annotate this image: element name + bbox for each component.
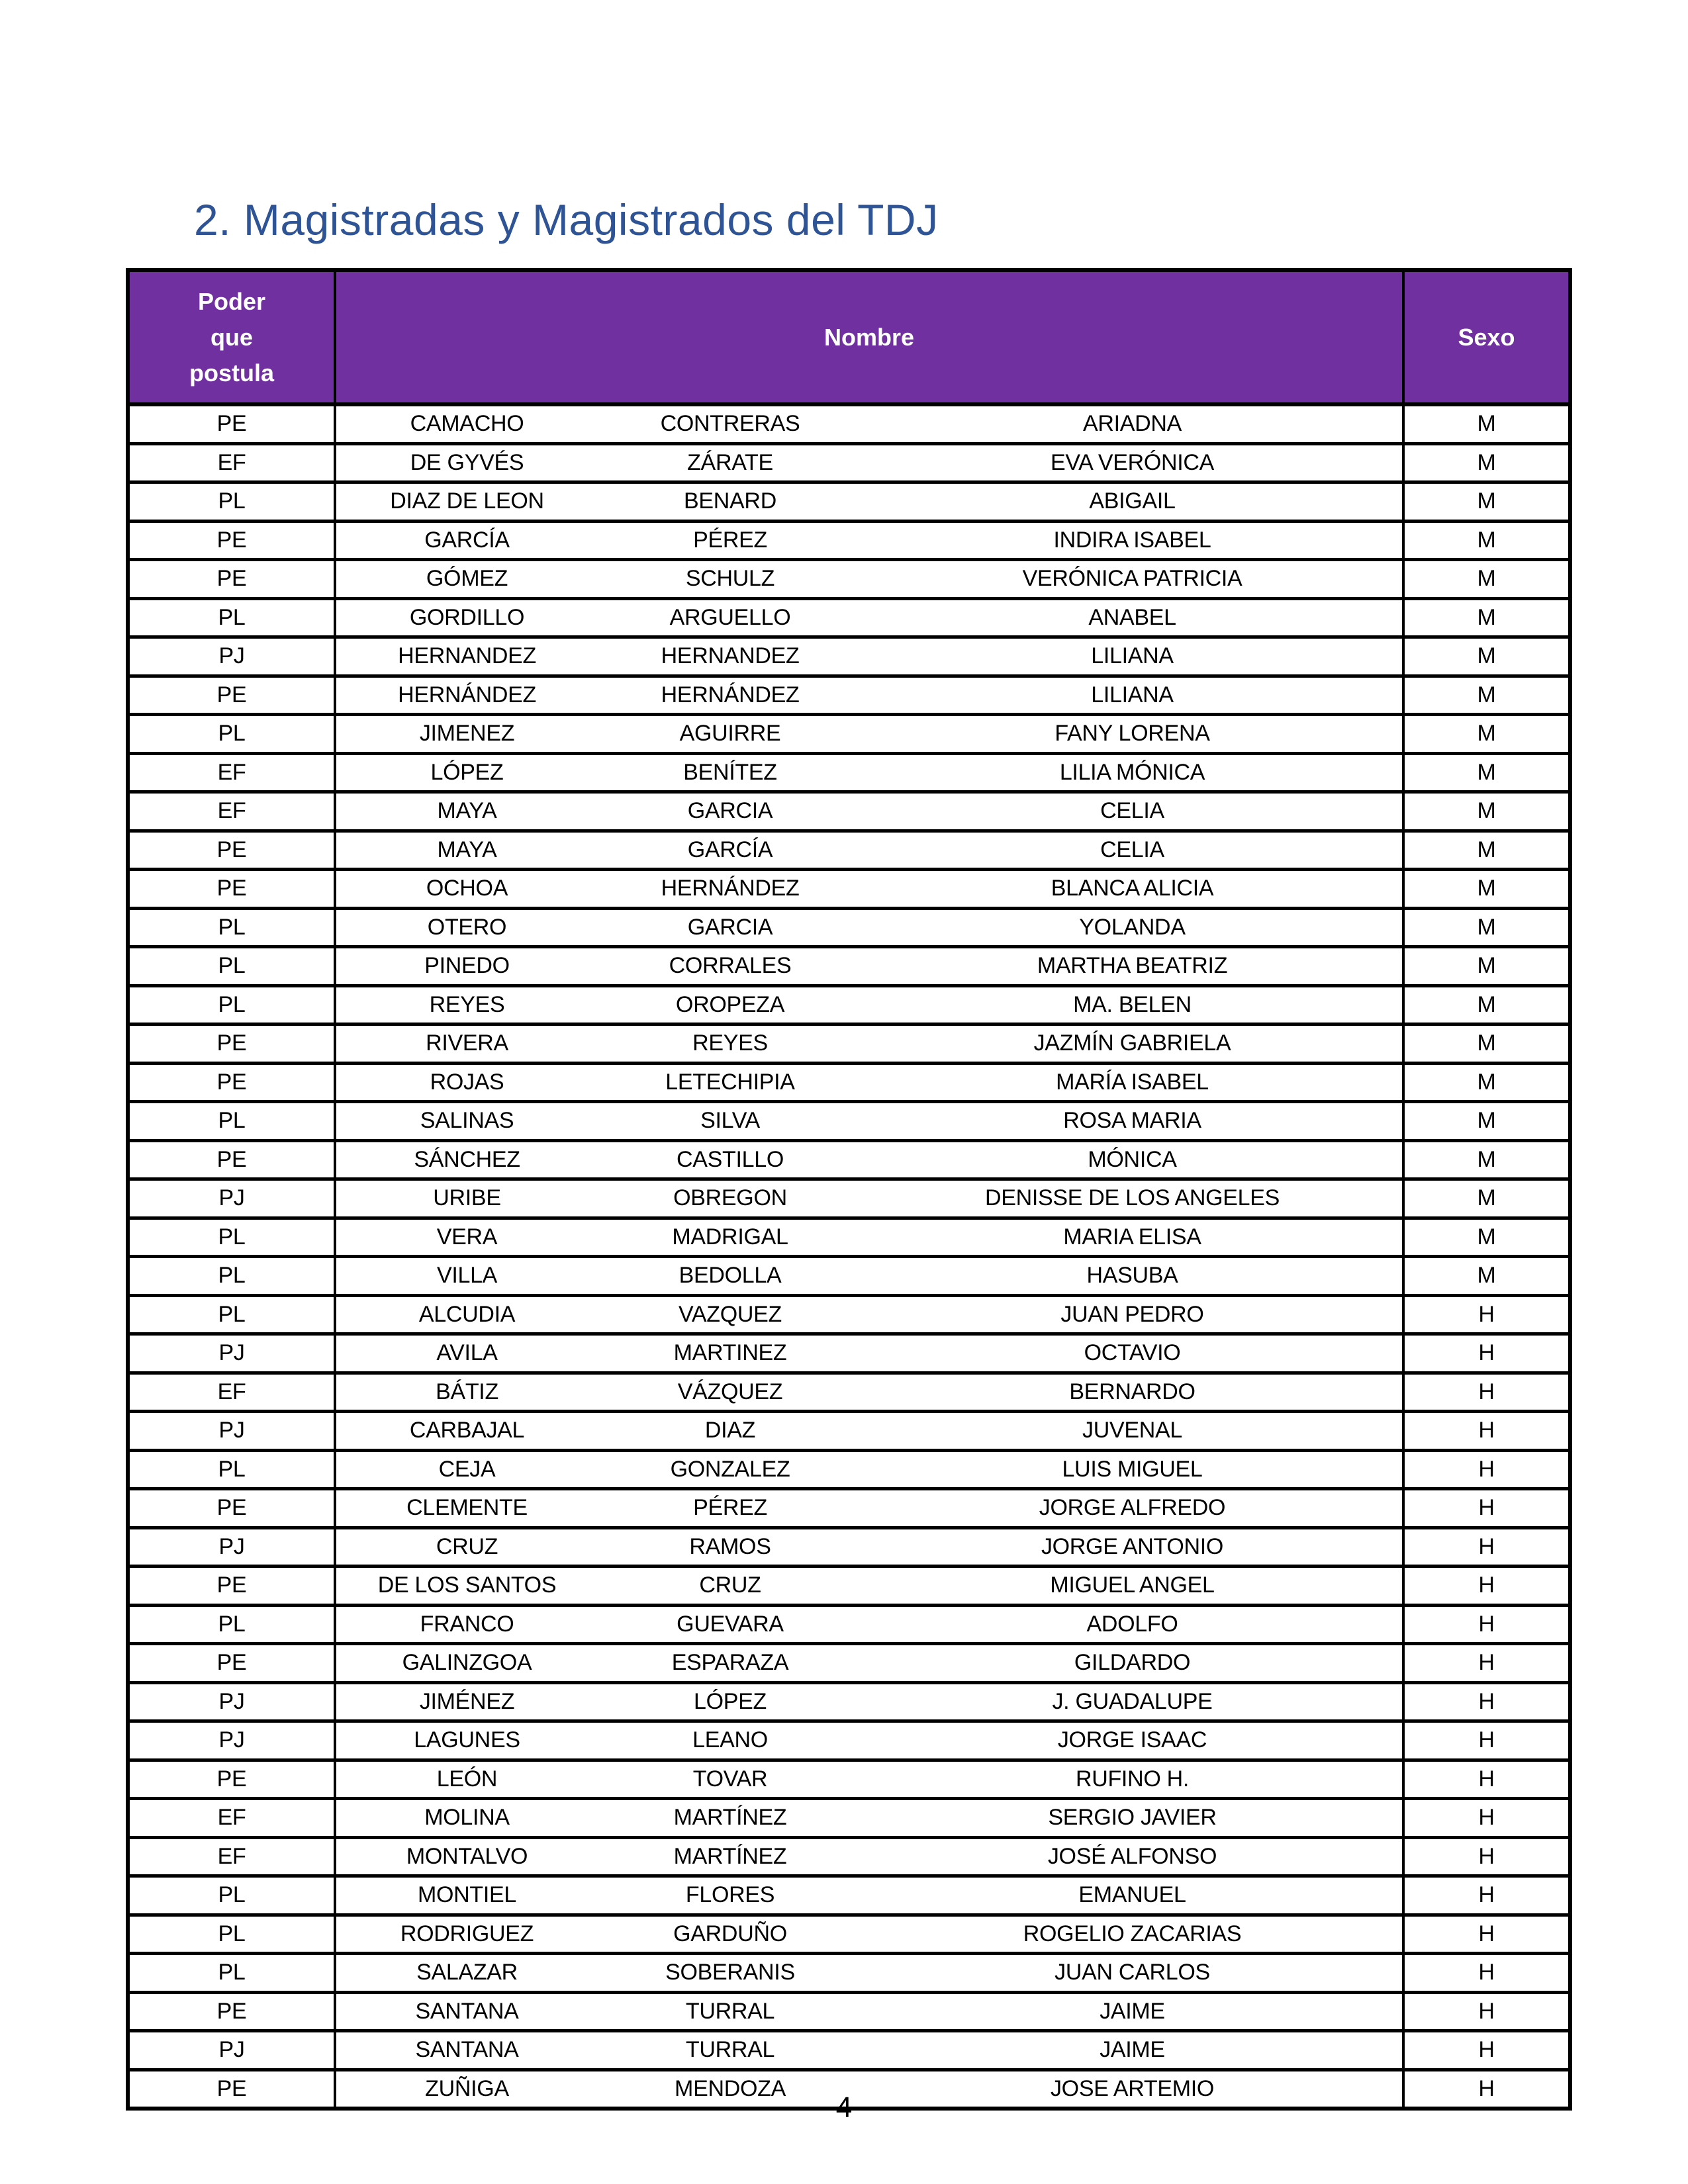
cell-poder-que-postula: PL	[128, 1605, 335, 1644]
cell-sexo: M	[1403, 1179, 1570, 1218]
cell-nombres: BLANCA ALICIA	[863, 870, 1403, 909]
cell-poder-que-postula: EF	[128, 443, 335, 482]
table-row	[128, 1373, 1570, 1412]
cell-nombres: VERÓNICA PATRICIA	[863, 560, 1403, 599]
cell-nombres: GILDARDO	[863, 1644, 1403, 1683]
cell-nombres: JAIME	[863, 2031, 1403, 2070]
cell-apellido-materno: BENÍTEZ	[598, 753, 863, 792]
cell-apellido-paterno: ALCUDIA	[335, 1295, 598, 1334]
cell-poder-que-postula: PJ	[128, 1721, 335, 1760]
cell-poder-que-postula: PL	[128, 482, 335, 522]
cell-apellido-materno: CRUZ	[598, 1567, 863, 1606]
cell-apellido-paterno: JIMÉNEZ	[335, 1682, 598, 1721]
cell-sexo: M	[1403, 1024, 1570, 1064]
cell-nombres: LILIANA	[863, 676, 1403, 715]
cell-nombres: EMANUEL	[863, 1876, 1403, 1915]
cell-apellido-paterno: CAMACHO	[335, 404, 598, 443]
cell-nombres: ANABEL	[863, 598, 1403, 637]
cell-nombres: ADOLFO	[863, 1605, 1403, 1644]
cell-sexo: H	[1403, 1915, 1570, 1954]
cell-poder-que-postula: EF	[128, 792, 335, 831]
cell-apellido-paterno: MAYA	[335, 792, 598, 831]
cell-apellido-materno: MARTÍNEZ	[598, 1799, 863, 1838]
cell-sexo: H	[1403, 1527, 1570, 1567]
cell-apellido-materno: ARGUELLO	[598, 598, 863, 637]
cell-poder-que-postula: PL	[128, 715, 335, 754]
table-row	[128, 482, 1570, 522]
cell-nombres: LILIA MÓNICA	[863, 753, 1403, 792]
cell-apellido-paterno: SANTANA	[335, 2031, 598, 2070]
cell-sexo: H	[1403, 1876, 1570, 1915]
cell-nombres: MARTHA BEATRIZ	[863, 947, 1403, 986]
cell-apellido-materno: PÉREZ	[598, 521, 863, 560]
cell-apellido-materno: HERNÁNDEZ	[598, 870, 863, 909]
cell-poder-que-postula: PL	[128, 1295, 335, 1334]
table-row	[128, 1605, 1570, 1644]
cell-apellido-materno: PÉREZ	[598, 1489, 863, 1528]
cell-apellido-materno: TURRAL	[598, 1992, 863, 2031]
cell-apellido-materno: LEANO	[598, 1721, 863, 1760]
cell-apellido-paterno: HERNÁNDEZ	[335, 676, 598, 715]
cell-apellido-materno: MARTINEZ	[598, 1334, 863, 1373]
table-row	[128, 1799, 1570, 1838]
table-row	[128, 404, 1570, 443]
cell-apellido-paterno: GORDILLO	[335, 598, 598, 637]
cell-apellido-materno: OROPEZA	[598, 985, 863, 1024]
cell-apellido-materno: DIAZ	[598, 1412, 863, 1451]
table-row	[128, 1334, 1570, 1373]
cell-sexo: M	[1403, 831, 1570, 870]
cell-poder-que-postula: PE	[128, 2070, 335, 2109]
cell-apellido-paterno: RIVERA	[335, 1024, 598, 1064]
table-row	[128, 831, 1570, 870]
cell-nombres: SERGIO JAVIER	[863, 1799, 1403, 1838]
table-row	[128, 598, 1570, 637]
cell-nombres: ROSA MARIA	[863, 1102, 1403, 1141]
cell-apellido-paterno: JIMENEZ	[335, 715, 598, 754]
cell-nombres: JUAN CARLOS	[863, 1954, 1403, 1993]
cell-apellido-materno: LETECHIPIA	[598, 1063, 863, 1102]
cell-apellido-materno: BENARD	[598, 482, 863, 522]
cell-apellido-materno: MENDOZA	[598, 2070, 863, 2109]
cell-apellido-paterno: CARBAJAL	[335, 1412, 598, 1451]
cell-sexo: M	[1403, 792, 1570, 831]
table-row	[128, 715, 1570, 754]
cell-sexo: M	[1403, 947, 1570, 986]
cell-nombres: FANY LORENA	[863, 715, 1403, 754]
cell-apellido-paterno: MAYA	[335, 831, 598, 870]
cell-sexo: H	[1403, 2031, 1570, 2070]
table-row	[128, 985, 1570, 1024]
cell-nombres: JAIME	[863, 1992, 1403, 2031]
cell-apellido-paterno: LEÓN	[335, 1760, 598, 1799]
cell-nombres: LUIS MIGUEL	[863, 1450, 1403, 1489]
cell-apellido-paterno: CRUZ	[335, 1527, 598, 1567]
cell-nombres: JORGE ISAAC	[863, 1721, 1403, 1760]
cell-poder-que-postula: PJ	[128, 1179, 335, 1218]
table-row	[128, 1295, 1570, 1334]
table-row	[128, 1721, 1570, 1760]
cell-sexo: M	[1403, 870, 1570, 909]
cell-poder-que-postula: PE	[128, 1644, 335, 1683]
cell-apellido-paterno: PINEDO	[335, 947, 598, 986]
cell-nombres: OCTAVIO	[863, 1334, 1403, 1373]
cell-sexo: M	[1403, 598, 1570, 637]
cell-apellido-paterno: SALAZAR	[335, 1954, 598, 1993]
cell-poder-que-postula: EF	[128, 1837, 335, 1876]
table-row	[128, 1140, 1570, 1179]
cell-sexo: H	[1403, 1644, 1570, 1683]
table-row	[128, 1489, 1570, 1528]
cell-nombres: DENISSE DE LOS ANGELES	[863, 1179, 1403, 1218]
cell-sexo: M	[1403, 1257, 1570, 1296]
cell-apellido-paterno: LÓPEZ	[335, 753, 598, 792]
cell-poder-que-postula: PE	[128, 521, 335, 560]
cell-poder-que-postula: PE	[128, 1489, 335, 1528]
table-row	[128, 676, 1570, 715]
cell-apellido-materno: LÓPEZ	[598, 1682, 863, 1721]
cell-poder-que-postula: PL	[128, 1218, 335, 1257]
table-header-row	[128, 270, 1570, 404]
cell-apellido-materno: MARTÍNEZ	[598, 1837, 863, 1876]
cell-apellido-materno: GARDUÑO	[598, 1915, 863, 1954]
cell-poder-que-postula: PL	[128, 1876, 335, 1915]
cell-nombres: BERNARDO	[863, 1373, 1403, 1412]
cell-apellido-paterno: HERNANDEZ	[335, 637, 598, 676]
cell-poder-que-postula: PL	[128, 1954, 335, 1993]
cell-nombres: EVA VERÓNICA	[863, 443, 1403, 482]
table-row	[128, 870, 1570, 909]
cell-apellido-materno: HERNANDEZ	[598, 637, 863, 676]
cell-apellido-paterno: FRANCO	[335, 1605, 598, 1644]
table-row	[128, 1876, 1570, 1915]
cell-apellido-materno: CASTILLO	[598, 1140, 863, 1179]
table-row	[128, 947, 1570, 986]
cell-nombres: ABIGAIL	[863, 482, 1403, 522]
table-body	[128, 404, 1570, 2109]
table-row	[128, 1644, 1570, 1683]
cell-apellido-paterno: GALINZGOA	[335, 1644, 598, 1683]
cell-poder-que-postula: PE	[128, 1063, 335, 1102]
cell-apellido-materno: SOBERANIS	[598, 1954, 863, 1993]
cell-poder-que-postula: PL	[128, 598, 335, 637]
cell-poder-que-postula: PE	[128, 1992, 335, 2031]
cell-poder-que-postula: PJ	[128, 1334, 335, 1373]
cell-apellido-materno: BEDOLLA	[598, 1257, 863, 1296]
cell-sexo: M	[1403, 637, 1570, 676]
cell-apellido-materno: FLORES	[598, 1876, 863, 1915]
table-row	[128, 1063, 1570, 1102]
cell-apellido-paterno: MONTIEL	[335, 1876, 598, 1915]
cell-sexo: H	[1403, 1489, 1570, 1528]
cell-apellido-paterno: LAGUNES	[335, 1721, 598, 1760]
table-row	[128, 908, 1570, 947]
cell-nombres: JORGE ALFREDO	[863, 1489, 1403, 1528]
table-row	[128, 1179, 1570, 1218]
cell-apellido-materno: REYES	[598, 1024, 863, 1064]
cell-nombres: RUFINO H.	[863, 1760, 1403, 1799]
cell-apellido-paterno: VILLA	[335, 1257, 598, 1296]
cell-sexo: M	[1403, 560, 1570, 599]
table-row	[128, 560, 1570, 599]
cell-poder-que-postula: PE	[128, 1567, 335, 1606]
cell-apellido-materno: GONZALEZ	[598, 1450, 863, 1489]
cell-apellido-materno: SILVA	[598, 1102, 863, 1141]
cell-apellido-paterno: GÓMEZ	[335, 560, 598, 599]
cell-apellido-materno: TOVAR	[598, 1760, 863, 1799]
table-row	[128, 1682, 1570, 1721]
cell-sexo: M	[1403, 1140, 1570, 1179]
cell-sexo: M	[1403, 676, 1570, 715]
table-row	[128, 1412, 1570, 1451]
cell-apellido-paterno: AVILA	[335, 1334, 598, 1373]
cell-poder-que-postula: PJ	[128, 1527, 335, 1567]
cell-poder-que-postula: PL	[128, 908, 335, 947]
cell-apellido-materno: VAZQUEZ	[598, 1295, 863, 1334]
cell-apellido-materno: OBREGON	[598, 1179, 863, 1218]
table-row	[128, 753, 1570, 792]
cell-sexo: H	[1403, 1373, 1570, 1412]
cell-sexo: M	[1403, 1063, 1570, 1102]
page-title: 2. Magistradas y Magistrados del TDJ	[194, 195, 939, 244]
cell-apellido-materno: GUEVARA	[598, 1605, 863, 1644]
table-row	[128, 1102, 1570, 1141]
cell-sexo: M	[1403, 443, 1570, 482]
cell-apellido-materno: CORRALES	[598, 947, 863, 986]
cell-nombres: CELIA	[863, 831, 1403, 870]
cell-poder-que-postula: PJ	[128, 1682, 335, 1721]
table-row	[128, 1760, 1570, 1799]
cell-apellido-paterno: OTERO	[335, 908, 598, 947]
cell-poder-que-postula: PE	[128, 676, 335, 715]
cell-sexo: H	[1403, 1334, 1570, 1373]
cell-sexo: H	[1403, 1295, 1570, 1334]
table-header	[128, 270, 1570, 404]
cell-apellido-materno: AGUIRRE	[598, 715, 863, 754]
cell-sexo: H	[1403, 1954, 1570, 1993]
cell-poder-que-postula: PL	[128, 1257, 335, 1296]
cell-poder-que-postula: PE	[128, 870, 335, 909]
column-header-nombre: Nombre	[335, 270, 1403, 404]
cell-poder-que-postula: PL	[128, 985, 335, 1024]
cell-apellido-paterno: OCHOA	[335, 870, 598, 909]
cell-apellido-paterno: CLEMENTE	[335, 1489, 598, 1528]
table-row	[128, 1567, 1570, 1606]
cell-apellido-paterno: DE GYVÉS	[335, 443, 598, 482]
cell-nombres: JORGE ANTONIO	[863, 1527, 1403, 1567]
cell-apellido-paterno: CEJA	[335, 1450, 598, 1489]
cell-nombres: ARIADNA	[863, 404, 1403, 443]
cell-nombres: ROGELIO ZACARIAS	[863, 1915, 1403, 1954]
table-row	[128, 1992, 1570, 2031]
cell-apellido-paterno: SÁNCHEZ	[335, 1140, 598, 1179]
cell-apellido-materno: VÁZQUEZ	[598, 1373, 863, 1412]
cell-sexo: M	[1403, 908, 1570, 947]
table-row	[128, 1450, 1570, 1489]
cell-nombres: JOSE ARTEMIO	[863, 2070, 1403, 2109]
table-row	[128, 1837, 1570, 1876]
cell-poder-que-postula: PL	[128, 1915, 335, 1954]
cell-poder-que-postula: PE	[128, 560, 335, 599]
cell-apellido-paterno: RODRIGUEZ	[335, 1915, 598, 1954]
cell-nombres: JOSÉ ALFONSO	[863, 1837, 1403, 1876]
table-row	[128, 443, 1570, 482]
cell-apellido-materno: MADRIGAL	[598, 1218, 863, 1257]
cell-poder-que-postula: PJ	[128, 637, 335, 676]
cell-nombres: JAZMÍN GABRIELA	[863, 1024, 1403, 1064]
cell-apellido-materno: TURRAL	[598, 2031, 863, 2070]
cell-apellido-materno: SCHULZ	[598, 560, 863, 599]
cell-poder-que-postula: EF	[128, 1799, 335, 1838]
cell-apellido-paterno: URIBE	[335, 1179, 598, 1218]
cell-sexo: M	[1403, 521, 1570, 560]
cell-sexo: H	[1403, 1567, 1570, 1606]
page-number: 4	[835, 2091, 853, 2124]
cell-apellido-paterno: VERA	[335, 1218, 598, 1257]
cell-apellido-paterno: ZUÑIGA	[335, 2070, 598, 2109]
magistrates-table	[126, 268, 1572, 2111]
cell-apellido-paterno: MONTALVO	[335, 1837, 598, 1876]
cell-sexo: M	[1403, 1218, 1570, 1257]
cell-nombres: YOLANDA	[863, 908, 1403, 947]
cell-sexo: H	[1403, 1799, 1570, 1838]
table-row	[128, 1915, 1570, 1954]
cell-poder-que-postula: EF	[128, 1373, 335, 1412]
table-row	[128, 1257, 1570, 1296]
table-row	[128, 1218, 1570, 1257]
cell-sexo: H	[1403, 1992, 1570, 2031]
column-header-poder-label: Poder que postula	[189, 287, 274, 387]
cell-apellido-paterno: DIAZ DE LEON	[335, 482, 598, 522]
cell-sexo: H	[1403, 1760, 1570, 1799]
column-header-poder	[128, 270, 335, 404]
column-header-sexo: Sexo	[1403, 270, 1570, 404]
cell-poder-que-postula: PL	[128, 1102, 335, 1141]
cell-sexo: M	[1403, 753, 1570, 792]
cell-nombres: MARÍA ISABEL	[863, 1063, 1403, 1102]
table-row	[128, 637, 1570, 676]
cell-nombres: MA. BELEN	[863, 985, 1403, 1024]
cell-apellido-materno: GARCIA	[598, 792, 863, 831]
cell-apellido-paterno: REYES	[335, 985, 598, 1024]
cell-apellido-paterno: GARCÍA	[335, 521, 598, 560]
cell-sexo: H	[1403, 1721, 1570, 1760]
cell-apellido-materno: ESPARAZA	[598, 1644, 863, 1683]
cell-apellido-materno: CONTRERAS	[598, 404, 863, 443]
table-row	[128, 1954, 1570, 1993]
cell-poder-que-postula: PL	[128, 1450, 335, 1489]
cell-apellido-paterno: MOLINA	[335, 1799, 598, 1838]
cell-poder-que-postula: PJ	[128, 2031, 335, 2070]
cell-poder-que-postula: PE	[128, 404, 335, 443]
cell-nombres: J. GUADALUPE	[863, 1682, 1403, 1721]
cell-poder-que-postula: PJ	[128, 1412, 335, 1451]
table-row	[128, 1527, 1570, 1567]
cell-apellido-paterno: SANTANA	[335, 1992, 598, 2031]
cell-sexo: M	[1403, 404, 1570, 443]
cell-apellido-paterno: ROJAS	[335, 1063, 598, 1102]
cell-sexo: M	[1403, 715, 1570, 754]
cell-sexo: M	[1403, 1102, 1570, 1141]
cell-apellido-materno: RAMOS	[598, 1527, 863, 1567]
cell-sexo: H	[1403, 1450, 1570, 1489]
table-row	[128, 792, 1570, 831]
cell-poder-que-postula: PE	[128, 1024, 335, 1064]
cell-poder-que-postula: PE	[128, 1140, 335, 1179]
table-row	[128, 521, 1570, 560]
cell-apellido-paterno: SALINAS	[335, 1102, 598, 1141]
cell-nombres: HASUBA	[863, 1257, 1403, 1296]
cell-nombres: JUVENAL	[863, 1412, 1403, 1451]
table-row	[128, 2031, 1570, 2070]
cell-apellido-materno: GARCIA	[598, 908, 863, 947]
cell-nombres: INDIRA ISABEL	[863, 521, 1403, 560]
cell-nombres: MARIA ELISA	[863, 1218, 1403, 1257]
cell-sexo: H	[1403, 2070, 1570, 2109]
cell-sexo: H	[1403, 1412, 1570, 1451]
cell-nombres: CELIA	[863, 792, 1403, 831]
cell-sexo: M	[1403, 985, 1570, 1024]
cell-nombres: MIGUEL ANGEL	[863, 1567, 1403, 1606]
cell-nombres: LILIANA	[863, 637, 1403, 676]
cell-apellido-paterno: BÁTIZ	[335, 1373, 598, 1412]
cell-sexo: M	[1403, 482, 1570, 522]
cell-sexo: H	[1403, 1605, 1570, 1644]
cell-poder-que-postula: EF	[128, 753, 335, 792]
cell-apellido-materno: GARCÍA	[598, 831, 863, 870]
cell-poder-que-postula: PL	[128, 947, 335, 986]
cell-apellido-materno: ZÁRATE	[598, 443, 863, 482]
cell-nombres: JUAN PEDRO	[863, 1295, 1403, 1334]
cell-nombres: MÓNICA	[863, 1140, 1403, 1179]
cell-sexo: H	[1403, 1837, 1570, 1876]
cell-sexo: H	[1403, 1682, 1570, 1721]
cell-poder-que-postula: PE	[128, 1760, 335, 1799]
table-row	[128, 1024, 1570, 1064]
cell-apellido-materno: HERNÁNDEZ	[598, 676, 863, 715]
cell-apellido-paterno: DE LOS SANTOS	[335, 1567, 598, 1606]
cell-poder-que-postula: PE	[128, 831, 335, 870]
